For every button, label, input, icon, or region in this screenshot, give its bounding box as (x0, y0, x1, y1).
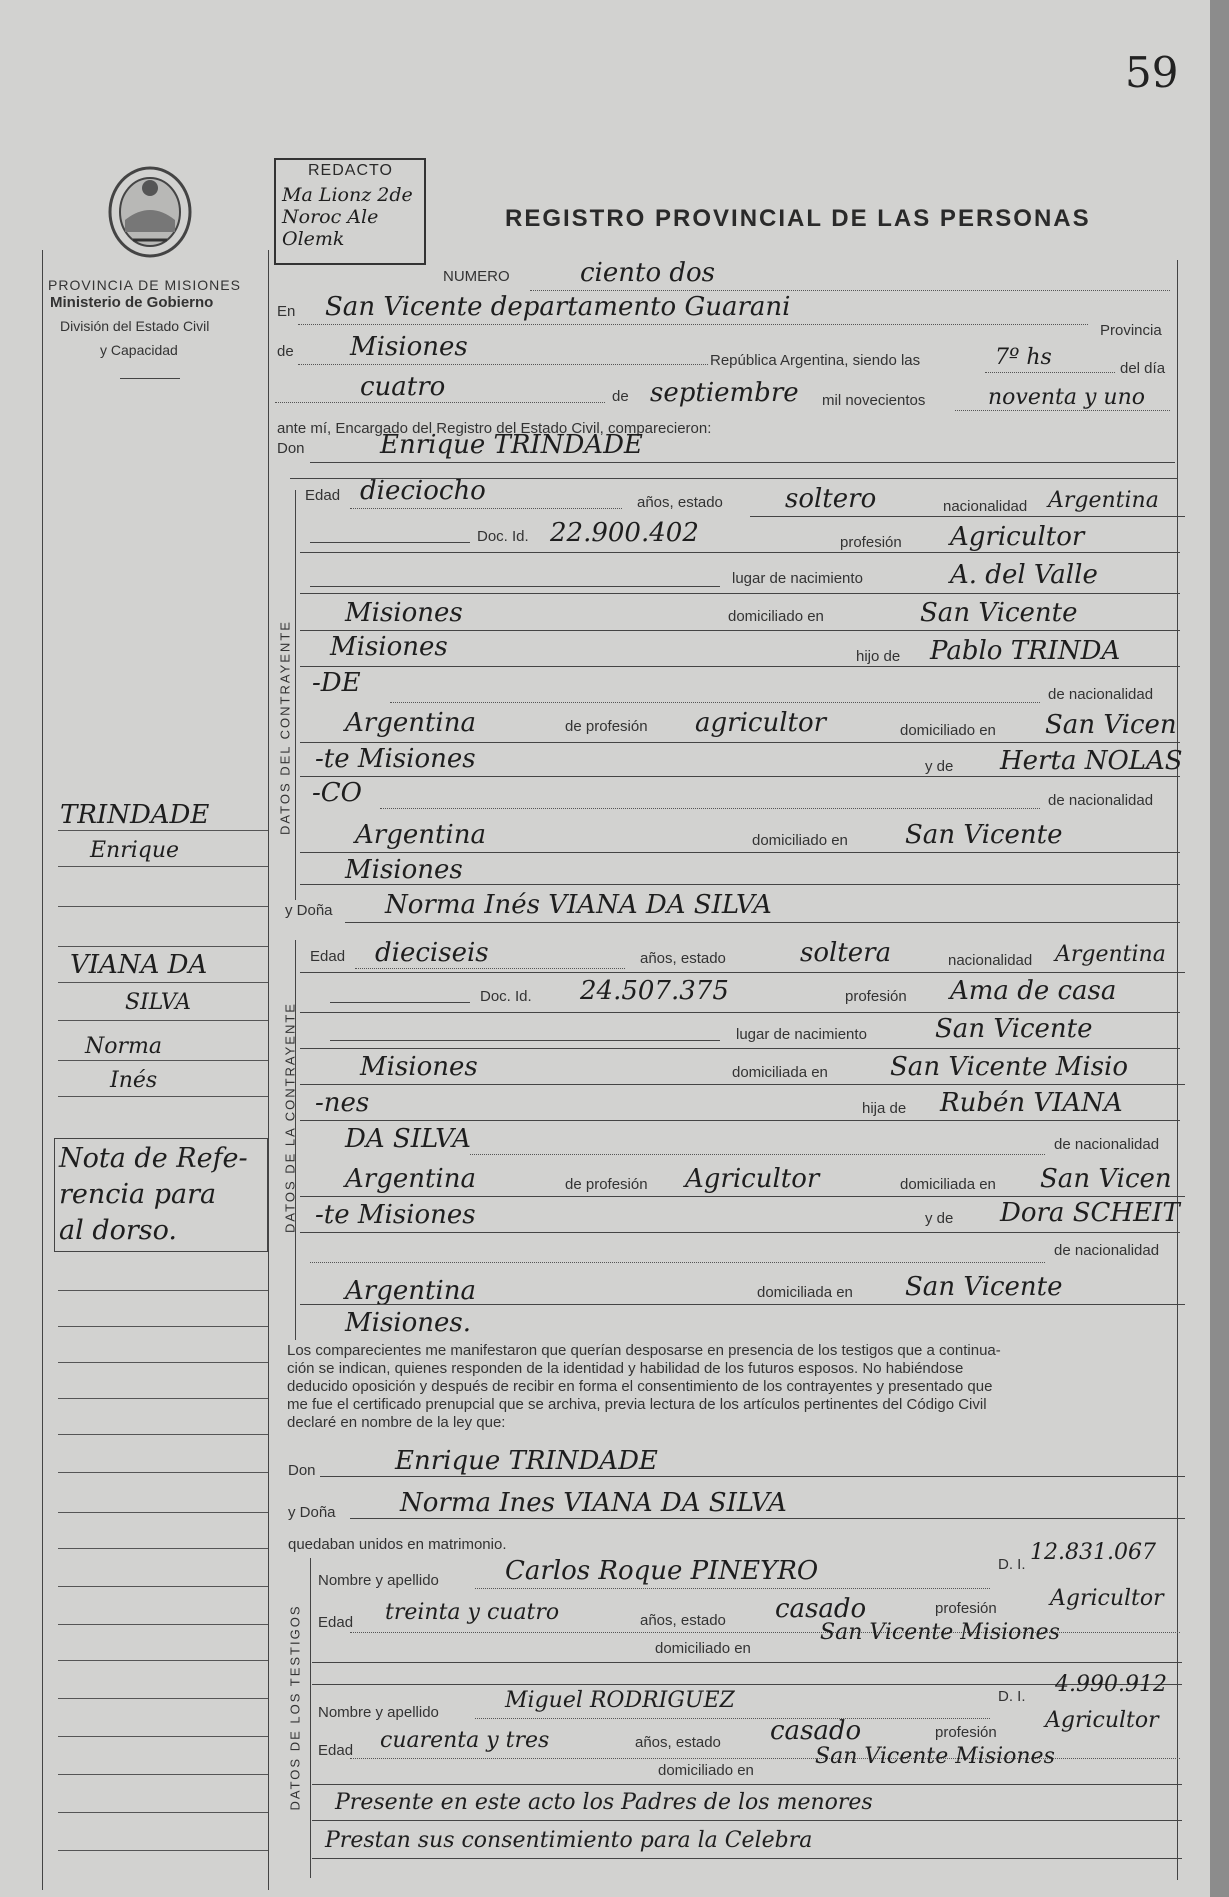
margin-line-1 (58, 830, 268, 831)
don-line (310, 462, 1175, 463)
c-lugar-blank (310, 586, 720, 587)
f-line5 (300, 1120, 1180, 1121)
margin-line-16 (58, 1548, 268, 1549)
margin-frame-line (268, 250, 269, 1890)
margin-note-viana: VIANA DA (70, 950, 208, 980)
c-line3 (300, 593, 1180, 594)
mil-label: mil novecientos (822, 392, 926, 409)
body-line-2: ción se indican, quienes responden de la identidad y habilidad de los futuros esposos. No habiéndose (287, 1360, 964, 1377)
t2-prof-label: profesión (935, 1724, 997, 1741)
f-prof-value: Ama de casa (950, 976, 1117, 1006)
t2-nombre-line (475, 1718, 990, 1719)
t1-estado-value: casado (775, 1594, 867, 1624)
f-padre-domic: San Vicen (1040, 1164, 1172, 1194)
reference-note-box (54, 1138, 268, 1252)
divider (120, 378, 180, 379)
c-padre-domic-label: domiciliado en (900, 722, 996, 739)
f-madre-value: Dora SCHEIT (1000, 1198, 1180, 1228)
f-line1 (300, 972, 1185, 973)
numero-value: ciento dos (580, 258, 716, 288)
de-label: de (277, 343, 294, 360)
margin-line-8 (58, 1096, 268, 1097)
stamp-signature: Ma Lionz 2de Noroc Ale Olemk (282, 184, 413, 250)
c-anos-label: años, estado (637, 494, 723, 511)
ministry-label: Ministerio de Gobierno (50, 294, 214, 311)
unidos-text: quedaban unidos en matrimonio. (288, 1536, 507, 1553)
c-line5 (300, 666, 1180, 667)
testigos-vline (310, 1558, 311, 1878)
c-line9 (300, 884, 1180, 885)
ref-note-2: rencia para (59, 1179, 217, 1210)
de-value: Misiones (350, 332, 468, 362)
c-doc-blank (310, 542, 470, 543)
margin-note-norma: Norma (85, 1034, 162, 1059)
c-de-prof-label: de profesión (565, 718, 648, 735)
body-line-1: Los comparecientes me manifestaron que querían desposarse en presencia de los testigos que a continua- (287, 1342, 1001, 1359)
en-line (298, 324, 1088, 325)
c-domic-label: domiciliado en (728, 608, 824, 625)
note-line-1-rule (312, 1820, 1182, 1821)
t1-di-value: 12.831.067 (1030, 1540, 1156, 1565)
c-edad-value: dieciocho (360, 476, 486, 506)
margin-note-silva: SILVA (125, 990, 192, 1015)
c-padre-cont-line (390, 702, 1040, 703)
contrayente-vline (295, 490, 296, 900)
body-line-4: me fue el certificado prenupcial que se archiva, previa lectura de los artículos pertinentes del Código Civil (287, 1396, 987, 1413)
margin-note-trindade: TRINDADE (60, 800, 210, 830)
f-padre-prof: Agricultor (685, 1164, 820, 1194)
f-madre-domic: San Vicente (905, 1272, 1063, 1302)
c-lugar-value: A. del Valle (950, 560, 1098, 590)
f-doc-blank (330, 1002, 470, 1003)
c-prof-value: Agricultor (950, 522, 1085, 552)
final-dona-value: Norma Ines VIANA DA SILVA (400, 1488, 787, 1518)
t2-domic-value: San Vicente Misiones (815, 1744, 1055, 1769)
mes-value: septiembre (650, 378, 799, 408)
t2-edad-line (350, 1758, 1180, 1759)
don-label: Don (277, 440, 305, 457)
c-padre-domic2: -te Misiones (315, 744, 476, 774)
en-label: En (277, 303, 296, 320)
margin-line-18 (58, 1624, 268, 1625)
t1-nombre-label: Nombre y apellido (318, 1572, 439, 1589)
t1-di-label: D. I. (998, 1556, 1026, 1573)
c-padre-prof: agricultor (695, 708, 827, 738)
anio-value: noventa y uno (988, 385, 1145, 410)
c-hijo-label: hijo de (856, 648, 901, 665)
f-lugar-label: lugar de nacimiento (736, 1026, 867, 1043)
f-edad-value: dieciseis (375, 938, 489, 968)
body-line-3: deducido oposición y después de recibir en forma el consentimiento de los contrayentes y presentado que (287, 1378, 993, 1395)
body-line-5: declaré en nombre de la ley que: (287, 1414, 506, 1431)
f-doc-label: Doc. Id. (480, 988, 532, 1005)
c-padre-value: Pablo TRINDA (930, 636, 1121, 666)
f-de-prof-label: de profesión (565, 1176, 648, 1193)
c-line1 (750, 516, 1185, 517)
left-frame-line (42, 250, 43, 1890)
t2-domic-label: domiciliado en (658, 1762, 754, 1779)
contrayenta-name: Norma Inés VIANA DA SILVA (385, 890, 772, 920)
f-prof-label: profesión (845, 988, 907, 1005)
f-madre-domic2: Misiones. (345, 1308, 471, 1338)
c-madre-domic-label: domiciliado en (752, 832, 848, 849)
margin-line-21 (58, 1736, 268, 1737)
en-value: San Vicente departamento Guarani (325, 292, 791, 322)
f-lugar-value: San Vicente (935, 1014, 1093, 1044)
f-doc-value: 24.507.375 (580, 976, 729, 1006)
c-de-nac-label-2: de nacionalidad (1048, 792, 1154, 809)
f-misiones: Misiones (360, 1052, 478, 1082)
c-nac-label: nacionalidad (943, 498, 1028, 515)
f-line6 (300, 1196, 1185, 1197)
dona-line (345, 922, 1180, 923)
anio-line (955, 410, 1170, 411)
hora-line (985, 372, 1115, 373)
f-hija-label: hija de (862, 1100, 907, 1117)
margin-line-2 (58, 866, 268, 867)
f-edad-line (355, 968, 625, 969)
final-don-line (320, 1476, 1185, 1477)
c-padre-nac: Argentina (345, 708, 476, 738)
f-madre-nac: Argentina (345, 1276, 476, 1306)
note-line-2: Prestan sus consentimiento para la Celebra (325, 1828, 813, 1853)
c-prof-label: profesión (840, 534, 902, 551)
margin-line-4 (58, 946, 268, 947)
t2-edad-label: Edad (318, 1742, 354, 1759)
dia-line (275, 402, 605, 403)
margin-line-20 (58, 1698, 268, 1699)
c-misiones2: Misiones (330, 632, 448, 662)
f-madre-domic-label: domiciliada en (757, 1284, 853, 1301)
f-padre-nac: Argentina (345, 1164, 476, 1194)
margin-line-3 (58, 906, 268, 907)
t1-nombre-line (475, 1588, 990, 1589)
c-edad-label: Edad (305, 487, 341, 504)
margin-line-11 (58, 1362, 268, 1363)
c-de-nac-label: de nacionalidad (1048, 686, 1154, 703)
f-domic-label: domiciliada en (732, 1064, 828, 1081)
t2-di-label: D. I. (998, 1688, 1026, 1705)
f-line3 (300, 1048, 1180, 1049)
dia-value: cuatro (360, 372, 446, 402)
c-padre-domic: San Vicen (1045, 710, 1177, 740)
c-doc-value: 22.900.402 (550, 518, 699, 548)
t2-edad-value: cuarenta y tres (380, 1728, 550, 1753)
c-estado-value: soltero (785, 484, 877, 514)
c-lugar-label: lugar de nacimiento (732, 570, 863, 587)
c-madre-domic: San Vicente (905, 820, 1063, 850)
ante-mi-text: ante mí, Encargado del Registro del Estado Civil, comparecieron: (277, 420, 712, 437)
numero-label: NUMERO (443, 268, 510, 285)
ref-note-1: Nota de Refe- (59, 1143, 248, 1174)
numero-line (530, 290, 1170, 291)
f-madre-cont-line (310, 1262, 1045, 1263)
c-misiones: Misiones (345, 598, 463, 628)
y-dona-label: y Doña (285, 902, 333, 919)
f-nac-value: Argentina (1055, 942, 1166, 967)
t1-nombre-value: Carlos Roque PINEYRO (505, 1556, 819, 1586)
margin-line-7 (58, 1060, 268, 1061)
t1-line (312, 1662, 1182, 1663)
de2-label: de (612, 388, 629, 405)
f-domic-cont: -nes (315, 1088, 370, 1118)
c-madre-domic2: Misiones (345, 855, 463, 885)
f-edad-label: Edad (310, 948, 346, 965)
c-madre-nac: Argentina (355, 820, 486, 850)
right-frame-line (1177, 260, 1178, 1880)
final-dona-label: y Doña (288, 1504, 336, 1521)
margin-line-10 (58, 1326, 268, 1327)
c-line7 (300, 776, 1180, 777)
margin-line-17 (58, 1586, 268, 1587)
t1-prof-value: Agricultor (1050, 1586, 1164, 1611)
f-line2 (300, 1012, 1180, 1013)
f-padre-cont-line (470, 1154, 1045, 1155)
c-doc-label: Doc. Id. (477, 528, 529, 545)
margin-line-23 (58, 1812, 268, 1813)
f-y-de-label: y de (925, 1210, 954, 1227)
c-line4 (300, 630, 1180, 631)
margin-note-enrique: Enrique (90, 838, 180, 863)
c-line8 (300, 852, 1180, 853)
margin-line-15 (58, 1512, 268, 1513)
c-nac-value: Argentina (1048, 488, 1159, 513)
f-line7 (300, 1232, 1180, 1233)
t2-prof-value: Agricultor (1045, 1708, 1159, 1733)
t2-line (312, 1784, 1182, 1785)
margin-line-13 (58, 1434, 268, 1435)
republica-label: República Argentina, siendo las (710, 352, 921, 369)
final-don-label: Don (288, 1462, 316, 1479)
division-label: División del Estado Civil (60, 318, 210, 334)
c-padre-cont: -DE (312, 668, 361, 698)
f-anos-label: años, estado (640, 950, 726, 967)
f-padre-cont: DA SILVA (345, 1124, 471, 1154)
t2-estado-value: casado (770, 1716, 862, 1746)
final-dona-line (350, 1518, 1185, 1519)
margin-line-6 (58, 1020, 268, 1021)
c-madre-cont-line (380, 808, 1040, 809)
t1-edad-label: Edad (318, 1614, 354, 1631)
f-line4 (300, 1084, 1185, 1085)
provincia-label: Provincia (1100, 322, 1162, 339)
coat-of-arms-icon (105, 160, 195, 260)
c-edad-line (350, 508, 622, 509)
de-line (298, 364, 708, 365)
margin-line-12 (58, 1398, 268, 1399)
t-divider-line (312, 1684, 1182, 1685)
contrayenta-side-label: DATOS DE LA CONTRAYENTE (282, 1002, 298, 1233)
f-nac-label: nacionalidad (948, 952, 1033, 969)
t2-nombre-value: Miguel RODRIGUEZ (505, 1688, 735, 1713)
contrayente-side-label: DATOS DEL CONTRAYENTE (277, 620, 293, 835)
hora-value: 7º hs (995, 345, 1052, 370)
c-line6 (300, 742, 1180, 743)
t1-prof-label: profesión (935, 1600, 997, 1617)
c-madre-value: Herta NOLAS (1000, 746, 1183, 776)
t1-edad-value: treinta y cuatro (385, 1600, 560, 1625)
t2-nombre-label: Nombre y apellido (318, 1704, 439, 1721)
f-de-nac-label: de nacionalidad (1054, 1136, 1160, 1153)
f-estado-value: soltera (800, 938, 892, 968)
f-padre-domic2: -te Misiones (315, 1200, 476, 1230)
note-line-2-rule (312, 1858, 1182, 1859)
margin-line-9 (58, 1290, 268, 1291)
f-domic-value: San Vicente Misio (890, 1052, 1128, 1082)
division2-label: y Capacidad (100, 342, 178, 358)
f-lugar-blank (330, 1040, 720, 1041)
c-y-de-label: y de (925, 758, 954, 775)
t1-domic-value: San Vicente Misiones (820, 1620, 1060, 1645)
t2-anos-label: años, estado (635, 1734, 721, 1751)
stamp-label: REDACTO (308, 162, 393, 179)
margin-line-14 (58, 1472, 268, 1473)
page-number: 59 (1125, 48, 1179, 97)
c-madre-cont: -CO (312, 778, 362, 808)
page-edge (1210, 0, 1229, 1897)
f-padre-value: Rubén VIANA (940, 1088, 1123, 1118)
testigos-side-label: DATOS DE LOS TESTIGOS (287, 1604, 303, 1811)
margin-note-ines: Inés (110, 1068, 158, 1093)
c-line2 (300, 552, 1180, 553)
t1-domic-label: domiciliado en (655, 1640, 751, 1657)
margin-line-24 (58, 1850, 268, 1851)
margin-line-22 (58, 1774, 268, 1775)
note-line-1: Presente en este acto los Padres de los menores (335, 1790, 873, 1815)
document-title: REGISTRO PROVINCIAL DE LAS PERSONAS (505, 205, 1091, 232)
final-don-value: Enrique TRINDADE (395, 1446, 658, 1476)
t2-di-value: 4.990.912 (1055, 1672, 1167, 1697)
margin-line-5 (58, 982, 268, 983)
t1-anos-label: años, estado (640, 1612, 726, 1629)
c-domic-value: San Vicente (920, 598, 1078, 628)
del-dia-label: del día (1120, 360, 1166, 377)
f-line8 (300, 1304, 1185, 1305)
f-padre-domic-label: domiciliada en (900, 1176, 996, 1193)
ref-note-3: al dorso. (59, 1215, 177, 1246)
province-label: PROVINCIA DE MISIONES (48, 277, 241, 293)
margin-line-19 (58, 1660, 268, 1661)
don-value: Enrique TRINDADE (380, 430, 643, 460)
f-de-nac-label-2: de nacionalidad (1054, 1242, 1160, 1259)
redacto-stamp (274, 158, 426, 265)
